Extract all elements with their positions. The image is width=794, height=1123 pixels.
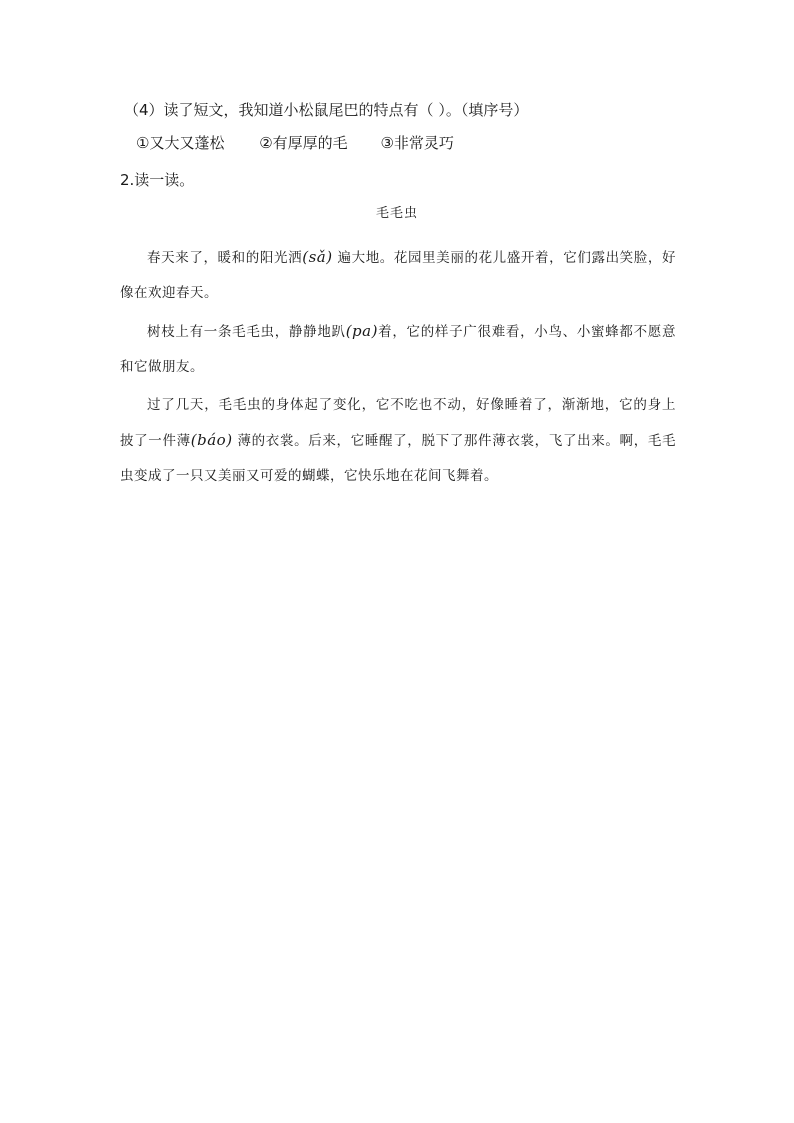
option-3: ③非常灵巧	[380, 134, 454, 152]
paragraph-1	[120, 240, 676, 311]
pinyin-sa: (sǎ)	[302, 248, 333, 266]
paragraph-2-text-b: 着，它的样子广很难看，小鸟、小蜜蜂都不愿意和它做朋友。	[120, 324, 677, 375]
question-2-heading: 2.读一读。	[120, 171, 195, 189]
pinyin-bao: (báo)	[190, 431, 233, 449]
paragraph-3-text-a: 过了几天，毛毛虫的身体起了变化，它不吃也不动，好像睡着了，渐渐地，它的身上披了一件薄	[120, 397, 676, 449]
paragraph-1-text-a: 春天来了，暖和的阳光洒	[147, 250, 303, 266]
pinyin-pa: (pa)	[345, 322, 378, 340]
paragraph-2	[120, 314, 676, 385]
passage-body	[120, 240, 676, 497]
question-4: （4）读了短文，我知道小松鼠尾巴的特点有（ ）。（填序号）	[124, 101, 529, 119]
passage-title: 毛毛虫	[375, 206, 418, 221]
paragraph-3-text-b: 薄的衣裳。后来，它睡醒了，脱下了那件薄衣裳，飞了出来。啊，毛毛虫变成了一只又美丽又可爱的蝴蝶，它快乐地在花间飞舞着。	[120, 433, 677, 484]
option-2: ②有厚厚的毛	[259, 134, 348, 152]
paragraph-3	[120, 388, 676, 494]
answer-options	[136, 133, 454, 153]
option-1: ①又大又蓬松	[136, 134, 225, 152]
paragraph-2-text-a: 树枝上有一条毛毛虫，静静地趴	[147, 324, 346, 340]
paragraph-1-text-b: 遍大地。花园里美丽的花儿盛开着，它们露出笑脸，好像在欢迎春天。	[120, 250, 677, 301]
